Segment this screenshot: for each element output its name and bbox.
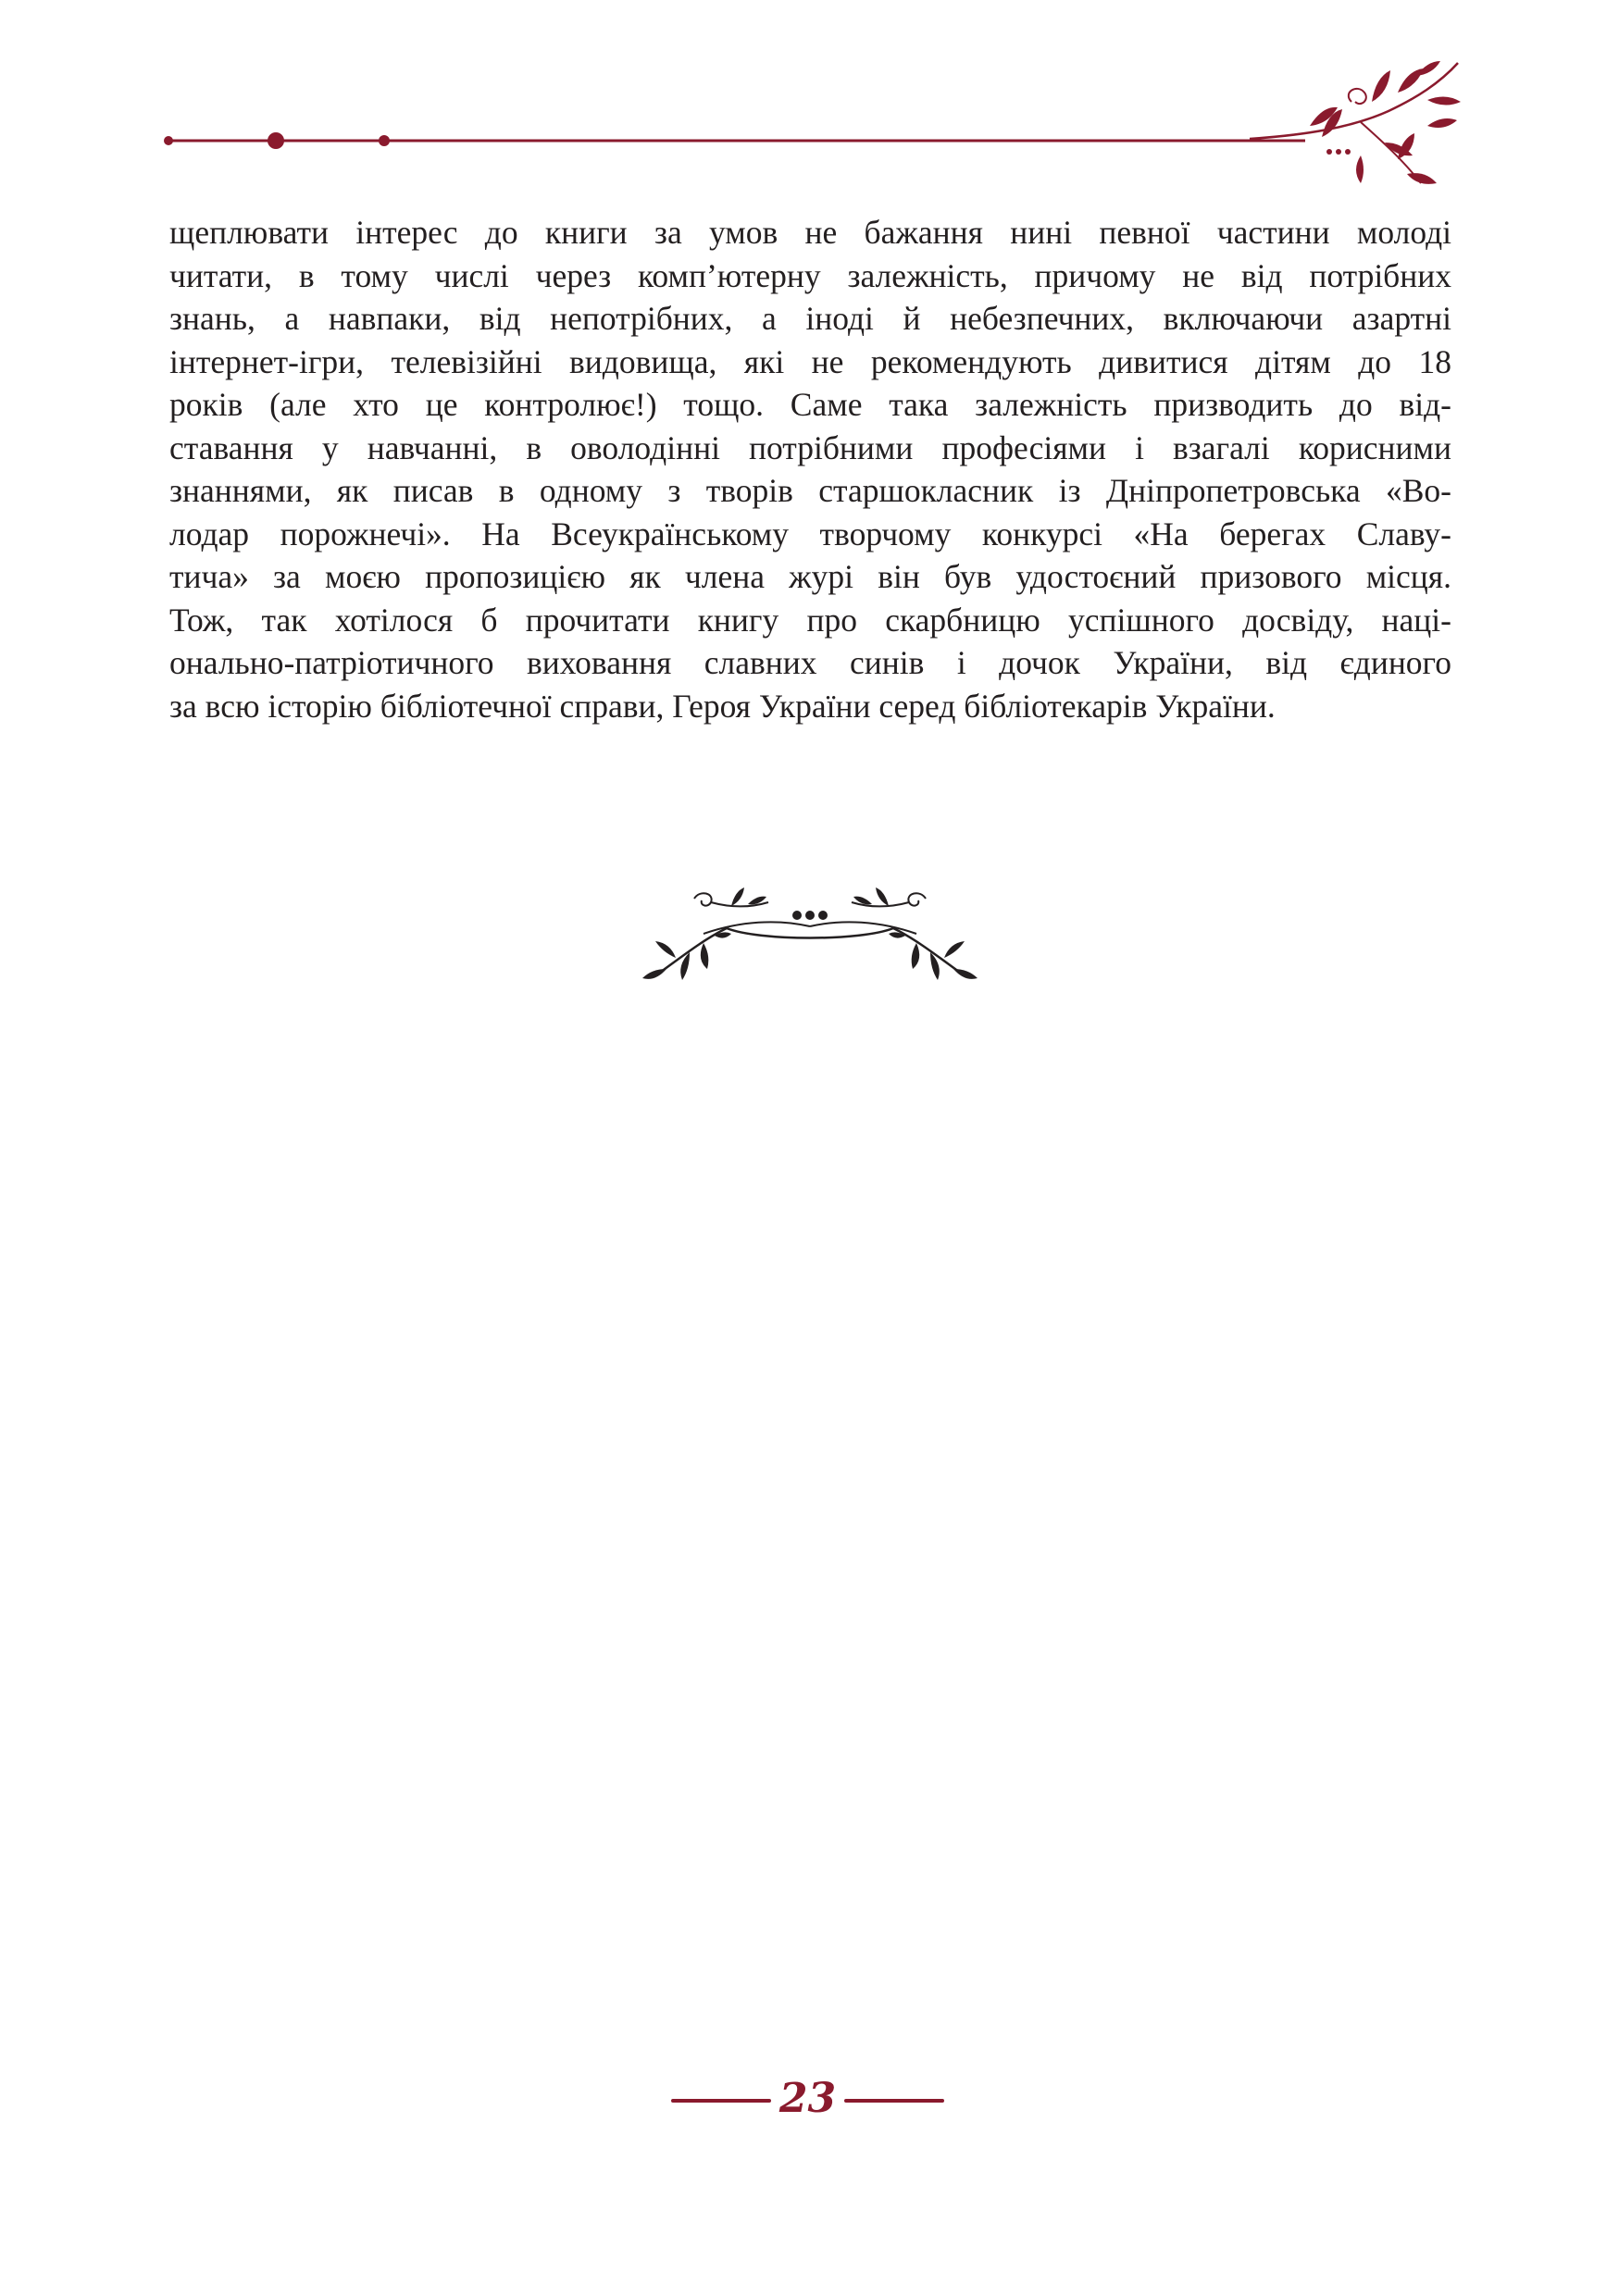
body-line: років (але хто це контролює!) тощо. Саме така залежність призводить до від- (169, 386, 1451, 423)
footer-rule-right (844, 2099, 944, 2103)
body-paragraph (169, 211, 1451, 727)
body-line: читати, в тому числі через комп’ютерну залежність, причому не від потрібних (169, 256, 1451, 294)
body-line: щеплювати інтерес до книги за умов не бажання нині певної частини молоді (169, 214, 1451, 251)
body-line: лодар порожнечі». На Всеукраїнському творчому конкурсі «На берегах Славу- (169, 515, 1451, 552)
body-line: Тож, так хотілося б прочитати книгу про скарбницю успішного досвіду, наці- (169, 601, 1451, 639)
page-number: 23 (778, 2075, 837, 2122)
body-line: ставання у навчанні, в оволодінні потрібними професіями і взагалі корисними (169, 428, 1451, 466)
page-footer (0, 2071, 1619, 2127)
body-line: за всю історію бібліотечної справи, Героя України серед бібліотекарів України. (169, 687, 1276, 725)
footer-rule-left (671, 2099, 771, 2103)
leaf-flourish-divider-icon (639, 865, 981, 995)
body-line: знаннями, як писав в одному з творів старшокласник із Дніпропетровська «Во- (169, 472, 1451, 509)
body-line: онально-патріотичного виховання славних синів і дочок України, від єдиного (169, 644, 1451, 681)
body-line: інтернет-ігри, телевізійні видовища, які не рекомендують дивитися дітям до 18 (169, 342, 1451, 380)
header-vine-ornament-icon (157, 56, 1472, 194)
body-line: знань, а навпаки, від непотрібних, а іноді й небезпечних, включаючи азартні (169, 300, 1451, 337)
body-line: тича» за моєю пропозицією як члена журі він був удостоєний призового місця. (169, 558, 1451, 595)
